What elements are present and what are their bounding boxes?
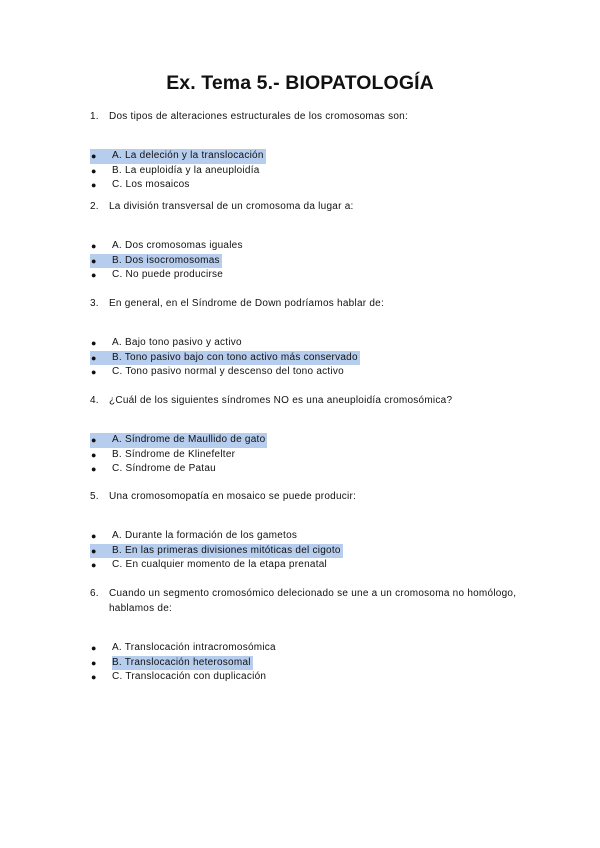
question-2	[90, 199, 520, 283]
option-label: C. No puede producirse	[112, 269, 224, 281]
option-1a	[90, 149, 266, 164]
option-6a	[90, 641, 520, 656]
question-1	[90, 109, 520, 193]
option-label: B. La euploidía y la aneuploidía	[112, 164, 260, 176]
question-6-prompt	[90, 586, 520, 616]
option-2c	[90, 268, 520, 283]
option-list	[90, 149, 520, 193]
bullet-icon: ●	[91, 531, 97, 542]
option-label: C. Los mosaicos	[112, 179, 190, 191]
option-5c	[90, 558, 520, 573]
option-label: C. Translocación con duplicación	[112, 671, 267, 683]
option-label: A. Dos cromosomas iguales	[112, 240, 243, 252]
question-4	[90, 393, 520, 477]
question-text: Una cromosomopatía en mosaico se puede producir:	[109, 491, 357, 502]
question-text: Dos tipos de alteraciones estructurales de los cromosomas son:	[109, 111, 408, 122]
question-3-prompt	[90, 296, 520, 311]
option-label: C. Tono pasivo normal y descenso del tono activo	[112, 366, 344, 378]
option-1b	[90, 164, 520, 179]
option-5a	[90, 529, 520, 544]
option-5b	[90, 544, 343, 559]
question-number: 3.	[90, 298, 99, 309]
question-text: En general, en el Síndrome de Down podríamos hablar de:	[109, 298, 385, 309]
bullet-icon: ●	[91, 449, 97, 460]
question-1-prompt	[90, 109, 520, 124]
option-list	[90, 641, 520, 685]
question-text: ¿Cuál de los siguientes síndromes NO es una aneuploidía cromosómica?	[109, 395, 453, 406]
bullet-icon: ●	[91, 270, 97, 281]
bullet-icon: ●	[91, 367, 97, 378]
option-3c	[90, 365, 520, 380]
question-number: 2.	[90, 201, 99, 212]
option-label: C. Síndrome de Patau	[112, 463, 216, 475]
bullet-icon: ●	[91, 643, 97, 654]
bullet-icon: ●	[91, 255, 97, 266]
bullet-icon: ●	[91, 180, 97, 191]
question-number: 1.	[90, 111, 99, 122]
option-label: B. Síndrome de Klinefelter	[112, 448, 236, 460]
option-2a	[90, 239, 520, 254]
option-1c	[90, 178, 520, 193]
bullet-icon: ●	[91, 165, 97, 176]
bullet-icon: ●	[91, 338, 97, 349]
question-4-prompt	[90, 393, 520, 408]
question-number: 5.	[90, 491, 99, 502]
question-text: La división transversal de un cromosoma da lugar a:	[109, 201, 354, 212]
option-label: A. Translocación intracromosómica	[112, 642, 276, 654]
question-text: Cuando un segmento cromosómico delecionado se une a un cromosoma no homólogo, hablamos de:	[109, 588, 517, 614]
option-label: A. Durante la formación de los gametos	[112, 530, 298, 542]
option-list	[90, 239, 520, 283]
bullet-icon: ●	[91, 464, 97, 475]
option-4a	[90, 433, 267, 448]
option-6b	[90, 656, 520, 671]
bullet-icon: ●	[91, 352, 97, 363]
bullet-icon: ●	[91, 435, 97, 446]
option-3b	[90, 351, 360, 366]
question-5	[90, 489, 520, 573]
option-label: A. Bajo tono pasivo y activo	[112, 337, 242, 349]
option-list	[90, 433, 520, 477]
option-2b	[90, 254, 222, 269]
document-title: Ex. Tema 5.- BIOPATOLOGÍA	[166, 72, 434, 94]
bullet-icon: ●	[91, 560, 97, 571]
bullet-icon: ●	[91, 672, 97, 683]
option-6c	[90, 670, 520, 685]
option-label: A. La deleción y la translocación	[112, 150, 264, 162]
question-number: 4.	[90, 395, 99, 406]
option-label: B. Tono pasivo bajo con tono activo más conservado	[112, 351, 358, 363]
question-2-prompt	[90, 199, 520, 214]
option-label: C. En cualquier momento de la etapa prenatal	[112, 559, 328, 571]
option-label: B. Translocación heterosomal	[112, 656, 251, 668]
option-4c	[90, 462, 520, 477]
question-number: 6.	[90, 588, 99, 599]
option-label: B. Dos isocromosomas	[112, 254, 220, 266]
option-label: A. Síndrome de Maullido de gato	[112, 434, 266, 446]
option-list	[90, 336, 520, 380]
option-4b	[90, 448, 520, 463]
option-3a	[90, 336, 520, 351]
bullet-icon: ●	[91, 657, 97, 668]
question-5-prompt	[90, 489, 520, 504]
option-list	[90, 529, 520, 573]
question-6	[90, 586, 520, 685]
question-3	[90, 296, 520, 380]
bullet-icon: ●	[91, 545, 97, 556]
option-label: B. En las primeras divisiones mitóticas del cigoto	[112, 544, 341, 556]
bullet-icon: ●	[91, 241, 97, 252]
bullet-icon: ●	[91, 151, 97, 162]
